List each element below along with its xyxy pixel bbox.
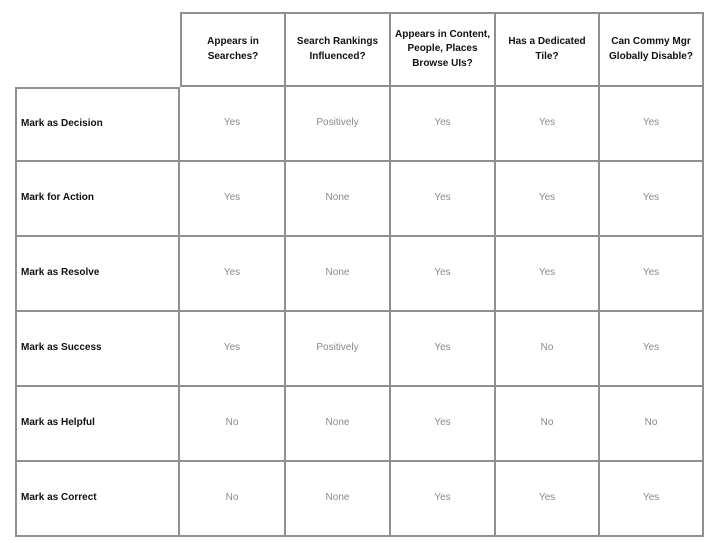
col-header-browse-uis: Appears in Content, People, Places Browse UIs? — [391, 12, 496, 87]
table-cell: Yes — [391, 387, 496, 462]
row-label-mark-as-success: Mark as Success — [15, 312, 180, 387]
row-label-mark-for-action: Mark for Action — [15, 162, 180, 237]
table-cell: Yes — [391, 237, 496, 312]
table-cell: No — [600, 387, 704, 462]
table-cell: Yes — [600, 462, 704, 537]
table-cell: Positively — [286, 87, 391, 162]
table-cell: None — [286, 162, 391, 237]
table-cell: No — [496, 312, 600, 387]
table-cell: Yes — [391, 312, 496, 387]
table-cell: Yes — [180, 312, 286, 387]
table-cell: Yes — [391, 162, 496, 237]
row-label-mark-as-correct: Mark as Correct — [15, 462, 180, 537]
table-cell: Yes — [180, 162, 286, 237]
table-cell: Yes — [600, 87, 704, 162]
table-cell: None — [286, 462, 391, 537]
table-cell: Positively — [286, 312, 391, 387]
table-cell: Yes — [496, 237, 600, 312]
col-header-appears-in-searches: Appears in Searches? — [180, 12, 286, 87]
table-cell: Yes — [600, 162, 704, 237]
table-cell: Yes — [391, 87, 496, 162]
table-cell: None — [286, 387, 391, 462]
table-corner — [15, 12, 180, 87]
table-cell: Yes — [496, 162, 600, 237]
table-cell: Yes — [391, 462, 496, 537]
comparison-table — [15, 12, 704, 537]
table-cell: Yes — [496, 462, 600, 537]
row-label-mark-as-resolve: Mark as Resolve — [15, 237, 180, 312]
table-cell: No — [180, 462, 286, 537]
table-cell: Yes — [496, 87, 600, 162]
col-header-dedicated-tile: Has a Dedicated Tile? — [496, 12, 600, 87]
row-label-mark-as-helpful: Mark as Helpful — [15, 387, 180, 462]
table-cell: Yes — [180, 87, 286, 162]
table-cell: Yes — [180, 237, 286, 312]
col-header-globally-disable: Can Commy Mgr Globally Disable? — [600, 12, 704, 87]
table-cell: Yes — [600, 312, 704, 387]
table-cell: No — [180, 387, 286, 462]
row-label-mark-as-decision: Mark as Decision — [15, 87, 180, 162]
col-header-search-rankings: Search Rankings Influenced? — [286, 12, 391, 87]
table-cell: Yes — [600, 237, 704, 312]
table-cell: None — [286, 237, 391, 312]
table-cell: No — [496, 387, 600, 462]
